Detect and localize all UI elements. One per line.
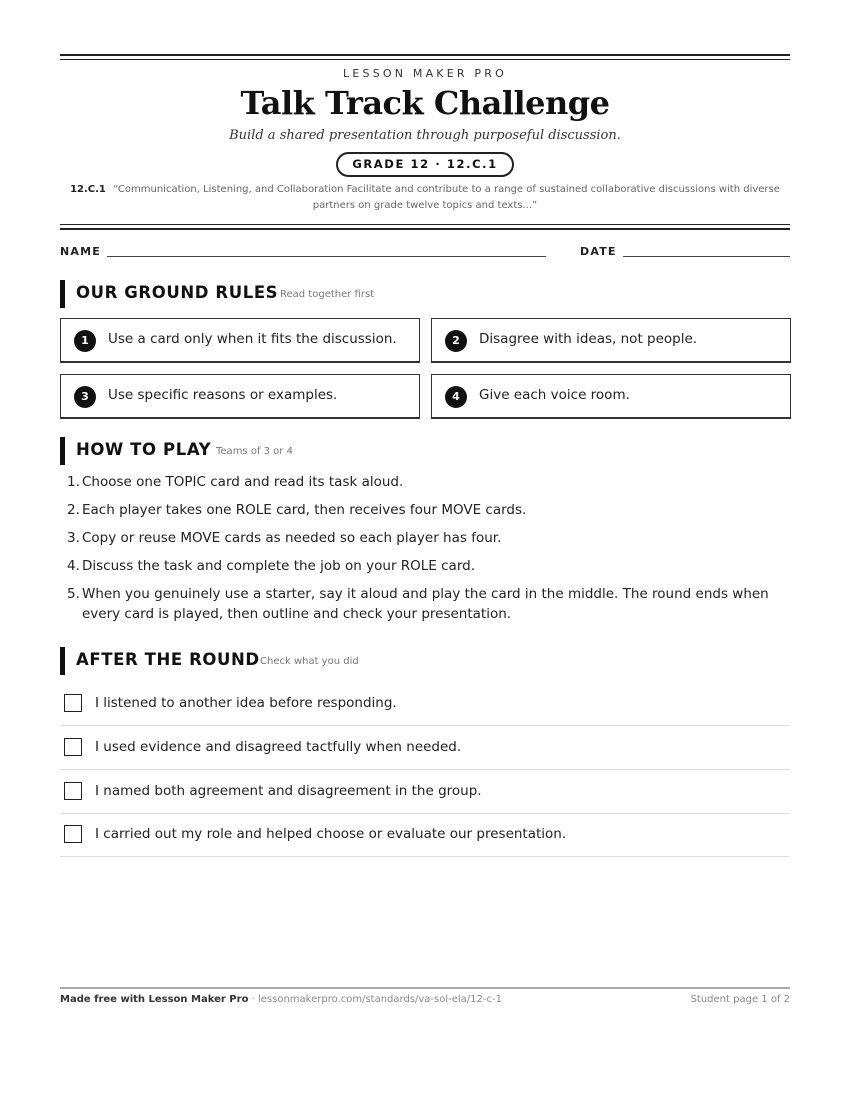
checklist-text: I listened to another idea before responding. bbox=[95, 695, 397, 711]
section-note: Teams of 3 or 4 bbox=[216, 446, 293, 457]
standard-text: “Communication, Listening, and Collaboration Facilitate and contribute to a range of sustained collaborative discussions with diverse partners on grade twelve topics and texts...” bbox=[113, 184, 780, 211]
checklist-item bbox=[60, 813, 790, 857]
step-item bbox=[60, 584, 790, 624]
checkbox[interactable] bbox=[64, 738, 82, 756]
header-bottom-rule bbox=[60, 224, 790, 230]
ground-rule-card bbox=[60, 374, 420, 419]
name-label: NAME bbox=[60, 245, 101, 258]
step-text: Discuss the task and complete the job on your ROLE card. bbox=[82, 558, 475, 574]
section-marker bbox=[60, 280, 65, 308]
date-field[interactable] bbox=[623, 256, 790, 257]
checkbox[interactable] bbox=[64, 825, 82, 843]
footer-url[interactable]: lessonmakerpro.com/standards/va-sol-ela/12-c-1 bbox=[257, 994, 502, 1005]
how-to-play-steps bbox=[60, 472, 790, 632]
how-to-play-heading bbox=[60, 437, 790, 465]
footer-separator: · bbox=[248, 994, 258, 1005]
step-number: 5. bbox=[67, 586, 80, 602]
footer-rule bbox=[60, 987, 790, 989]
checkbox[interactable] bbox=[64, 782, 82, 800]
step-text: Copy or reuse MOVE cards as needed so each player has four. bbox=[82, 530, 502, 546]
step-text: When you genuinely use a starter, say it aloud and play the card in the middle. The round ends when every card is played, then outline and check your presentation. bbox=[82, 586, 769, 622]
step-number: 3. bbox=[67, 530, 80, 546]
section-title: AFTER THE ROUND bbox=[76, 650, 260, 669]
step-item bbox=[60, 472, 790, 492]
step-number: 4. bbox=[67, 558, 80, 574]
ground-rules-heading bbox=[60, 280, 790, 308]
checklist-item bbox=[60, 770, 790, 814]
page-title: Talk Track Challenge bbox=[240, 84, 610, 122]
step-text: Each player takes one ROLE card, then receives four MOVE cards. bbox=[82, 502, 527, 518]
standard-description bbox=[60, 182, 790, 214]
footer-page-info: Student page 1 of 2 bbox=[690, 994, 790, 1005]
step-item bbox=[60, 500, 790, 520]
rule-number: 4 bbox=[445, 386, 467, 408]
section-marker bbox=[60, 647, 65, 675]
after-round-heading bbox=[60, 647, 790, 675]
checklist-item bbox=[60, 682, 790, 726]
rule-number: 1 bbox=[74, 330, 96, 352]
header-top-rule bbox=[60, 54, 790, 60]
name-date-row bbox=[60, 245, 790, 261]
ground-rule-card bbox=[431, 318, 791, 363]
checklist-text: I used evidence and disagreed tactfully when needed. bbox=[95, 739, 462, 755]
rule-text: Give each voice room. bbox=[479, 387, 630, 403]
rule-number: 2 bbox=[445, 330, 467, 352]
checklist-text: I carried out my role and helped choose or evaluate our presentation. bbox=[95, 826, 567, 842]
step-item bbox=[60, 528, 790, 548]
section-marker bbox=[60, 437, 65, 465]
rule-number: 3 bbox=[74, 386, 96, 408]
grade-badge: GRADE 12 · 12.C.1 bbox=[336, 152, 513, 177]
rule-text: Use a card only when it fits the discussion. bbox=[108, 331, 397, 347]
step-number: 1. bbox=[67, 474, 80, 490]
checklist-item bbox=[60, 726, 790, 770]
step-item bbox=[60, 556, 790, 576]
ground-rule-card bbox=[431, 374, 791, 419]
standard-code: 12.C.1 bbox=[70, 184, 106, 195]
rule-text: Disagree with ideas, not people. bbox=[479, 331, 698, 347]
section-title: HOW TO PLAY bbox=[76, 440, 212, 459]
checkbox[interactable] bbox=[64, 694, 82, 712]
section-title: OUR GROUND RULES bbox=[76, 283, 279, 302]
date-label: DATE bbox=[580, 245, 617, 258]
footer-made-with: Made free with Lesson Maker Pro bbox=[60, 994, 249, 1005]
grade-badge-wrap bbox=[60, 152, 790, 177]
ground-rule-card bbox=[60, 318, 420, 363]
step-text: Choose one TOPIC card and read its task aloud. bbox=[82, 474, 404, 490]
section-note: Read together first bbox=[280, 289, 375, 300]
worksheet-page bbox=[60, 0, 790, 1100]
footer-credit bbox=[60, 994, 502, 1005]
name-field[interactable] bbox=[107, 256, 546, 257]
step-number: 2. bbox=[67, 502, 80, 518]
page-subtitle: Build a shared presentation through purposeful discussion. bbox=[229, 128, 621, 143]
brand-label: LESSON MAKER PRO bbox=[343, 67, 507, 80]
rule-text: Use specific reasons or examples. bbox=[108, 387, 338, 403]
checklist-text: I named both agreement and disagreement in the group. bbox=[95, 783, 482, 799]
section-note: Check what you did bbox=[260, 656, 359, 667]
